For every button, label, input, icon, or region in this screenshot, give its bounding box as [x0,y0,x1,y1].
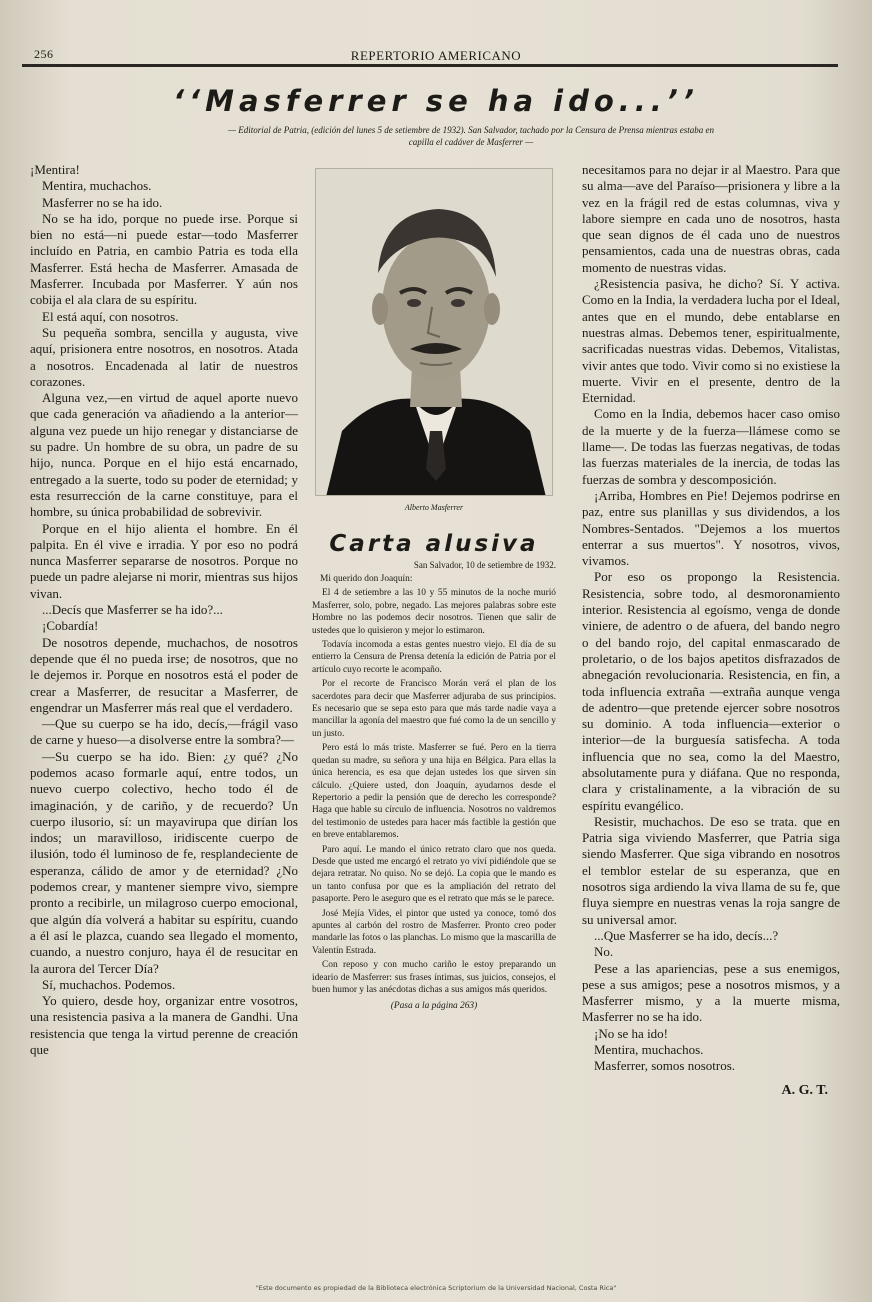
journal-title: REPERTORIO AMERICANO [350,48,522,63]
paragraph: Mentira, muchachos. [594,1042,704,1058]
paragraph: Como en la India, debemos hacer caso omiso de la muerte y de la fuerza—llámese como se llame—. De todas las fuerzas negativas, de todas las fuerzas materiales de la inercia, de todas las fuerzas de sombra y descomposición. [582,406,840,487]
paragraph: Resistir, muchachos. De eso se trata. que en Patria siga viviendo Masferrer, que Patria siga siendo Masferrer. Que siga vibrando en nosotros el temblor estelar de su esperanza, que en nosotros siga ardiendo la viva llama de su fe, que fluya siempre en nuestras venas la roja sangre de su universal amor. [582,813,840,927]
right-column [582,162,840,1099]
letter-paragraph: Con reposo y con mucho cariño le estoy preparando un ideario de Masferrer: sus frases íntimas, sus juicios, consejos, el buen humor y las anécdotas dichas a sus amigos más queridos. [312,960,556,995]
paragraph: —Que su cuerpo se ha ido, decís,—frágil vaso de carne y hueso—a disolverse entre la sombra?— [30,716,298,748]
paragraph: ...Que Masferrer se ha ido, decís...? [594,927,779,943]
signature: A. G. T. [781,1082,828,1098]
paragraph: ¡No se ha ido! [594,1025,669,1041]
paragraph: —Su cuerpo se ha ido. Bien: ¿y qué? ¿No podemos acaso formarle aquí, entre todos, un nuevo cuerpo colectivo, hecho todo él de imaginación, y de cariño, y de recuerdo? Un cuerpo ilusorio, sí: un mayavirupa que dirían los indos; un maravilloso, iridiscente cuerpo de ilusión, todo él luminoso de fe, resplandeciente de esperanza, cálido de amor y de eternidad? ¿No podemos crear, y mantener siempre vivo, siempre pronto a recibirle, un milagroso cuerpo emocional, que algún día volverá a habitar su espíritu, cuando a él así le plazca, cuando sea llegado el momento, cuando, a nuestro conjuro, haya él de resucitar en la aurora del Tercer Día? [30,748,298,976]
paragraph: ...Decís que Masferrer se ha ido?... [42,602,223,618]
header-rule [22,64,838,67]
paragraph: ¿Resistencia pasiva, he dicho? Sí. Y activa. Como en la India, la verdadera lucha por el Ideal, antes que en el mundo, debe entablarse en nuestras almas. Debemos tener, espiritualmente, sacrificadas nuestras vidas. Debemos, Vitalistas, vivir antes que todo. Vivir como si no existiese la muerte. Vivir en el presente, dentro de la Eternidad. [582,276,840,406]
paragraph: ¡Mentira! [30,162,80,177]
portrait-image [316,169,553,496]
article-title: ‘‘Masferrer se ha ido...’’ [173,84,699,118]
paragraph: ¡Arriba, Hombres en Pie! Dejemos podrirse en paz, entre sus planillas y sus dividendos, a los Nombres-Sentados. "Dejemos a los muertos enterrar a sus muertos". Y nosotros, vivos, vivamos. [582,487,840,569]
paragraph: Mentira, muchachos. [42,178,152,194]
letter-paragraph: Todavía incomoda a estas gentes nuestro viejo. El día de su entierro la Censura de Prensa detenía la edición de Patria por el artículo cuyo recorte le acompaño. [312,640,556,675]
paragraph: Pese a las apariencias, pese a sus enemigos, pese a sus amigos; pese a nosotros mismos, y a Masferrer mismo, y a la muerte misma, Masferrer no se ha ido. [582,960,840,1025]
paragraph: El está aquí, con nosotros. [42,308,179,324]
paragraph: necesitamos para no dejar ir al Maestro. Para que su alma—ave del Paraíso—prisionera y libre a la vez en la frágil red de estas columnas, viva y labore siempre en cada uno de nosotros, hasta que sean dignos de él cada uno de nuestros pensamientos, cada una de nuestras obras, cada momento de nuestras vidas. [582,162,840,275]
paragraph: Porque en el hijo alienta el hombre. En él palpita. En él vive e irradia. Y por eso no podrá nunca Masferrer separarse de nosotros. Porque no puede un padre alejarse ni morir, mientras sus hijos vivan. [30,520,298,601]
letter-paragraph: Por el recorte de Francisco Morán verá el plan de los sacerdotes para decir que Masferrer adjuraba de sus principios. Es necesario que se sepa esto para que más tarde nadie vaya a mancillar la agonía del maestro que fué como la de un sencillo y un justo. [312,679,556,739]
letter-dateline: San Salvador, 10 de setiembre de 1932. [413,559,556,570]
paragraph: No se ha ido, porque no puede irse. Porque si bien no está—ni puede estar—todo Masferrer incluído en Patria, en cambio Patria es toda ella Masferrer. Está hecha de Masferrer. Amasada de Masferrer. Incubada por Masferrer. Y aún nos cobija el ala clara de su espíritu. [30,210,298,308]
footer-note: "Este documento es propiedad de la Biblioteca electrónica Scriptorium de la Universidad Nacional, Costa Rica" [255,1284,617,1292]
paragraph: Su pequeña sombra, sencilla y augusta, vive aquí, prisionera entre nosotros, en nosotros. Atada a nosotros. Encadenada al latir de nuestros corazones. [30,324,298,389]
paragraph: Sí, muchachos. Podemos. [42,976,176,992]
paragraph: Masferrer no se ha ido. [42,194,163,210]
middle-column [312,168,556,1015]
paragraph: ¡Cobardía! [42,618,99,634]
portrait-photo [315,168,553,496]
paragraph: Yo quiero, desde hoy, organizar entre vosotros, una resistencia pasiva a la manera de Gandhi. Una resistencia que tenga la virtud perenne de creación que [30,993,298,1058]
sidebar-title: Carta alusiva [329,531,539,558]
letter-paragraph: El 4 de setiembre a las 10 y 55 minutos de la noche murió Masferrer, solo, pobre, negado. Las mejores palabras sobre este Hombre no las podemos decir nosotros. Tienen que salir de ustedes que lo quisieron y mejor lo estimaron. [312,588,556,636]
paragraph: No. [594,944,614,960]
letter-paragraph: José Mejía Vides, el pintor que usted ya conoce, tomó dos apuntes al carbón del rostro de Masferrer. Pronto creo poder mandarle las fotos o las planchas. Lo mismo que la mascarilla de Valentín Estrada. [312,908,556,956]
photo-caption: Alberto Masferrer [404,503,464,512]
paragraph: Por eso os propongo la Resistencia. Resistencia, sobre todo, al desmoronamiento interior. Resistencia al egoísmo, venga de donde viniere, de adentro o de afuera, del bando negro o del bando rojo, del capital enmascarado de proletario, o de los bajos apetitos disfrazados de abnegación revolucionaria. Resistencia, en fin, a toda influencia extraña —extraña aunque venga de adentro—que pretende ejercer sobre nosotros su dominio. A toda influencia—exterior o interior—de la burguesía satisfecha. A toda influencia que no sea, como la del Maestro, absolutamente pura y diáfana. Que no responda, clara y cristalinamente, a la vibración de su espíritu evangélico. [582,569,840,813]
paragraph: De nosotros depende, muchachos, de nosotros depende que él no pueda irse; de nosotros, que no le dejemos ir. Porque en nosotros está el poder de crear a Masferrer, de resucitar a Masferrer, de engendrar un Masferrer más real que el verdadero. [30,634,298,715]
letter-paragraph: Pero está lo más triste. Masferrer se fué. Pero en la tierra quedan su madre, su señora y una hija en Bélgica. Para ellas la única herencia, es esa que dejan ustedes los que sirven sin cálculo. ¿Quiere usted, don Joaquín, ayudarnos desde el Repertorio a pedir la pensión que de derecho les corresponde? Haga que hable su círculo de influencia. Nosotros no valdremos del testimonio de ustedes para hacer más factible la gestión que en breve entablaremos. [312,743,556,841]
page-number: 256 [34,47,54,61]
paragraph: Alguna vez,—en virtud de aquel aporte nuevo que cada generación va añadiendo a la anterior—alguna vez puede un hijo renegar y distanciarse de su padre. Un hombre de su obra, un padre de su hijo, nunca. Porque en el hijo está encarnado, entregado a la suerte, todo su poder de eternidad; y esta resurrección de la carne constituye, para el hombre, su única probabilidad de sobrevivir. [30,390,298,520]
article-dek: — Editorial de Patria, (edición del lunes 5 de setiembre de 1932). San Salvador, tachado por la Censura de Prensa mientras estaba en capilla el cadáver de Masferrer — [227,125,715,147]
continued-note: (Pasa a la página 263) [390,1001,478,1012]
running-head [34,40,838,64]
left-column [30,162,298,1058]
letter-greeting: Mi querido don Joaquín: [320,574,413,584]
letter [312,559,556,1013]
letter-paragraph: Paro aquí. Le mando el único retrato claro que nos queda. Desde que usted me encargó el retrato yo viví pidiéndole que se dejara retratar. No quiso. No se dejó. La copia que le mando es un tanto confusa por que es la ampliación del retrato del pasaporte. Pero le aseguro que es el retrato que más se le parece. [312,844,556,905]
paragraph: Masferrer, somos nosotros. [594,1058,736,1074]
